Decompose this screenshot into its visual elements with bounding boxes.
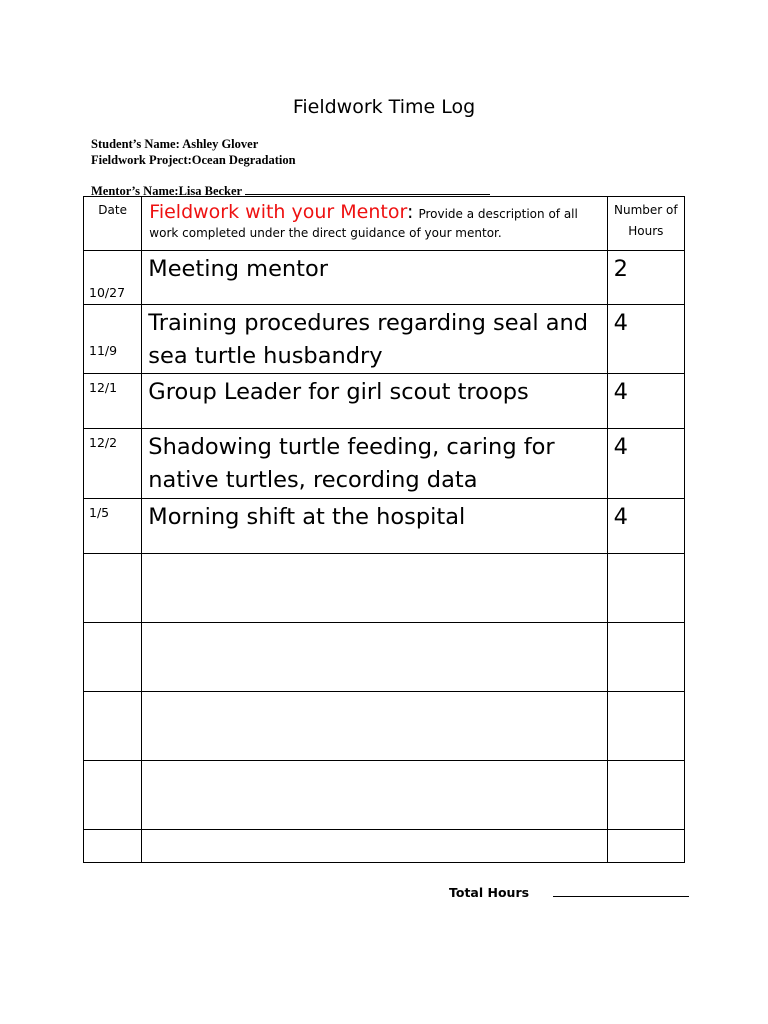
empty-date-cell: [84, 761, 142, 830]
date-cell: [84, 251, 142, 305]
description-cell: Training procedures regarding seal and sea turtle husbandry: [142, 305, 607, 374]
fieldwork-project: Fieldwork Project:Ocean Degradation: [91, 153, 296, 167]
empty-description-cell: [142, 692, 607, 761]
table-row: [84, 499, 685, 554]
description-cell: Meeting mentor: [142, 251, 607, 305]
empty-description-cell: [142, 830, 607, 863]
empty-description-cell: [142, 761, 607, 830]
header-mentor-title: Fieldwork with your Mentor: [149, 201, 407, 223]
table-row: [84, 374, 685, 429]
total-hours: [449, 885, 689, 900]
date-value: 11/9: [89, 343, 118, 358]
empty-hours-cell: [607, 761, 684, 830]
date-value: 10/27: [89, 285, 126, 300]
date-cell: [84, 305, 142, 374]
empty-row: [84, 830, 685, 863]
empty-row: [84, 692, 685, 761]
description-cell: Shadowing turtle feeding, caring for native turtles, recording data: [142, 429, 607, 499]
hours-cell: 4: [607, 305, 684, 374]
student-name: Student’s Name: Ashley Glover: [91, 137, 259, 151]
header-colon: :: [406, 201, 414, 223]
description-cell: Morning shift at the hospital: [142, 499, 607, 554]
hours-cell: 4: [607, 374, 684, 429]
header-hours: Number of Hours: [607, 197, 684, 251]
table-row: [84, 429, 685, 499]
empty-description-cell: [142, 554, 607, 623]
empty-hours-cell: [607, 692, 684, 761]
mentor-name: Mentor’s Name:Lisa Becker: [91, 184, 242, 198]
date-value: 12/2: [89, 435, 118, 450]
date-cell: [84, 429, 142, 499]
empty-hours-cell: [607, 554, 684, 623]
date-cell: [84, 374, 142, 429]
table-header-row: [84, 197, 685, 251]
date-value: 1/5: [89, 505, 110, 520]
header-description: [142, 197, 607, 251]
empty-description-cell: [142, 623, 607, 692]
empty-hours-cell: [607, 623, 684, 692]
empty-row: [84, 554, 685, 623]
mentor-name-blank: [245, 183, 490, 195]
header-date: Date: [84, 197, 142, 251]
time-log-table: [83, 196, 685, 863]
empty-row: [84, 623, 685, 692]
table-row: [84, 251, 685, 305]
description-cell: Group Leader for girl scout troops: [142, 374, 607, 429]
date-value: 12/1: [89, 380, 118, 395]
empty-date-cell: [84, 692, 142, 761]
empty-date-cell: [84, 830, 142, 863]
empty-date-cell: [84, 623, 142, 692]
empty-hours-cell: [607, 830, 684, 863]
page-title: Fieldwork Time Log: [292, 96, 476, 118]
empty-date-cell: [84, 554, 142, 623]
empty-row: [84, 761, 685, 830]
total-hours-label: Total Hours: [449, 885, 530, 900]
hours-cell: 2: [607, 251, 684, 305]
date-cell: [84, 499, 142, 554]
header-instructions: Provide a description of all work completed under the direct guidance of your mentor.: [149, 207, 578, 240]
hours-cell: 4: [607, 429, 684, 499]
table-row: [84, 305, 685, 374]
total-hours-blank: [553, 885, 689, 897]
hours-cell: 4: [607, 499, 684, 554]
